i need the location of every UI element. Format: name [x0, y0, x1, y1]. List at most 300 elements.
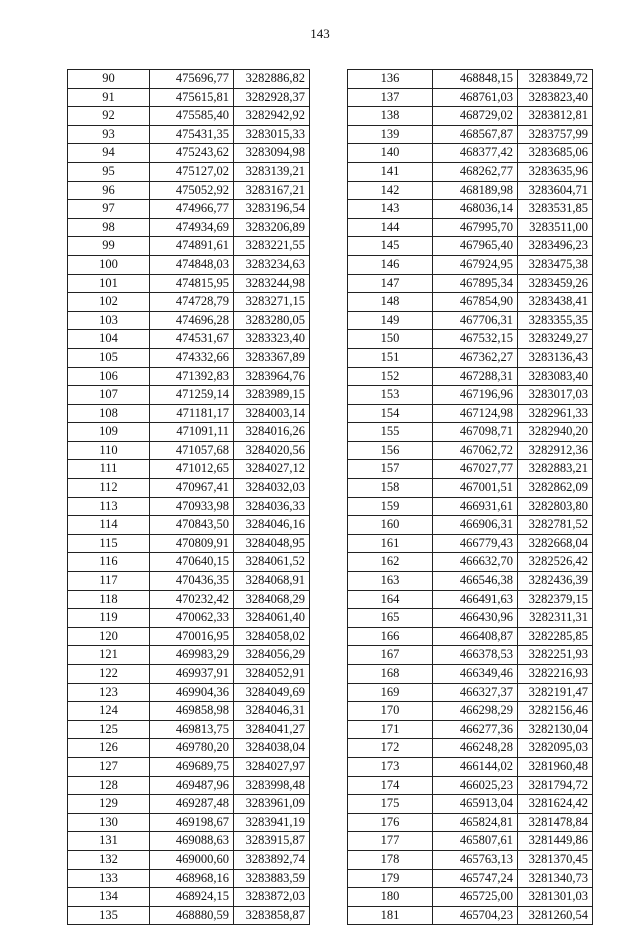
x-coordinate-cell: 465763,13 [433, 850, 518, 869]
point-number-cell: 117 [68, 572, 150, 591]
x-coordinate-cell: 474891,61 [150, 237, 234, 256]
y-coordinate-cell: 3284020,56 [234, 441, 310, 460]
table-row [68, 162, 310, 181]
point-number-cell: 131 [68, 832, 150, 851]
point-number-cell: 160 [348, 516, 433, 535]
x-coordinate-cell: 470640,15 [150, 553, 234, 572]
y-coordinate-cell: 3283017,03 [518, 386, 593, 405]
y-coordinate-cell: 3284032,03 [234, 479, 310, 498]
y-coordinate-cell: 3284068,91 [234, 572, 310, 591]
y-coordinate-cell: 3283858,87 [234, 906, 310, 925]
table-row [348, 627, 593, 646]
y-coordinate-cell: 3282285,85 [518, 627, 593, 646]
x-coordinate-cell: 465807,61 [433, 832, 518, 851]
table-row [348, 888, 593, 907]
y-coordinate-cell: 3283511,00 [518, 218, 593, 237]
point-number-cell: 134 [68, 888, 150, 907]
point-number-cell: 179 [348, 869, 433, 888]
table-row [68, 200, 310, 219]
table-row [348, 553, 593, 572]
table-row [348, 590, 593, 609]
x-coordinate-cell: 467062,72 [433, 441, 518, 460]
x-coordinate-cell: 466408,87 [433, 627, 518, 646]
x-coordinate-cell: 470436,35 [150, 572, 234, 591]
y-coordinate-cell: 3283139,21 [234, 162, 310, 181]
point-number-cell: 172 [348, 739, 433, 758]
x-coordinate-cell: 466144,02 [433, 757, 518, 776]
point-number-cell: 109 [68, 423, 150, 442]
y-coordinate-cell: 3283438,41 [518, 293, 593, 312]
y-coordinate-cell: 3283941,19 [234, 813, 310, 832]
point-number-cell: 167 [348, 646, 433, 665]
point-number-cell: 145 [348, 237, 433, 256]
table-row [348, 869, 593, 888]
y-coordinate-cell: 3281960,48 [518, 757, 593, 776]
x-coordinate-cell: 468924,15 [150, 888, 234, 907]
table-row [68, 330, 310, 349]
x-coordinate-cell: 467924,95 [433, 255, 518, 274]
x-coordinate-cell: 467362,27 [433, 348, 518, 367]
y-coordinate-cell: 3282251,93 [518, 646, 593, 665]
table-row [348, 720, 593, 739]
x-coordinate-cell: 466298,29 [433, 702, 518, 721]
y-coordinate-cell: 3283531,85 [518, 200, 593, 219]
point-number-cell: 130 [68, 813, 150, 832]
point-number-cell: 103 [68, 311, 150, 330]
point-number-cell: 90 [68, 70, 150, 89]
point-number-cell: 132 [68, 850, 150, 869]
table-row [68, 237, 310, 256]
point-number-cell: 149 [348, 311, 433, 330]
point-number-cell: 112 [68, 479, 150, 498]
point-number-cell: 128 [68, 776, 150, 795]
point-number-cell: 180 [348, 888, 433, 907]
y-coordinate-cell: 3284027,12 [234, 460, 310, 479]
y-coordinate-cell: 3283206,89 [234, 218, 310, 237]
y-coordinate-cell: 3283812,81 [518, 107, 593, 126]
y-coordinate-cell: 3284056,29 [234, 646, 310, 665]
table-row [348, 348, 593, 367]
y-coordinate-cell: 3284046,16 [234, 516, 310, 535]
point-number-cell: 96 [68, 181, 150, 200]
point-number-cell: 129 [68, 795, 150, 814]
x-coordinate-cell: 475615,81 [150, 88, 234, 107]
x-coordinate-cell: 468761,03 [433, 88, 518, 107]
point-number-cell: 150 [348, 330, 433, 349]
point-number-cell: 116 [68, 553, 150, 572]
table-row [68, 274, 310, 293]
y-coordinate-cell: 3284046,31 [234, 702, 310, 721]
table-row [348, 386, 593, 405]
table-row [68, 441, 310, 460]
table-row [68, 869, 310, 888]
x-coordinate-cell: 470232,42 [150, 590, 234, 609]
table-row [68, 311, 310, 330]
point-number-cell: 169 [348, 683, 433, 702]
x-coordinate-cell: 471259,14 [150, 386, 234, 405]
point-number-cell: 140 [348, 144, 433, 163]
x-coordinate-cell: 474332,66 [150, 348, 234, 367]
table-row [68, 795, 310, 814]
x-coordinate-cell: 468848,15 [433, 70, 518, 89]
point-number-cell: 141 [348, 162, 433, 181]
x-coordinate-cell: 467098,71 [433, 423, 518, 442]
point-number-cell: 170 [348, 702, 433, 721]
x-coordinate-cell: 466327,37 [433, 683, 518, 702]
table-row [348, 125, 593, 144]
table-row [68, 497, 310, 516]
table-row [68, 218, 310, 237]
table-row [348, 702, 593, 721]
table-row [68, 906, 310, 925]
table-row [348, 739, 593, 758]
y-coordinate-cell: 3283249,27 [518, 330, 593, 349]
y-coordinate-cell: 3281370,45 [518, 850, 593, 869]
y-coordinate-cell: 3284061,52 [234, 553, 310, 572]
y-coordinate-cell: 3283872,03 [234, 888, 310, 907]
table-row [68, 609, 310, 628]
point-number-cell: 113 [68, 497, 150, 516]
table-row [348, 850, 593, 869]
y-coordinate-cell: 3284041,27 [234, 720, 310, 739]
x-coordinate-cell: 466779,43 [433, 534, 518, 553]
y-coordinate-cell: 3283998,48 [234, 776, 310, 795]
y-coordinate-cell: 3282095,03 [518, 739, 593, 758]
x-coordinate-cell: 471181,17 [150, 404, 234, 423]
point-number-cell: 156 [348, 441, 433, 460]
point-number-cell: 157 [348, 460, 433, 479]
point-number-cell: 100 [68, 255, 150, 274]
table-row [348, 479, 593, 498]
y-coordinate-cell: 3283167,21 [234, 181, 310, 200]
point-number-cell: 93 [68, 125, 150, 144]
x-coordinate-cell: 466248,28 [433, 739, 518, 758]
point-number-cell: 164 [348, 590, 433, 609]
y-coordinate-cell: 3283221,55 [234, 237, 310, 256]
x-coordinate-cell: 468729,02 [433, 107, 518, 126]
x-coordinate-cell: 468377,42 [433, 144, 518, 163]
x-coordinate-cell: 469689,75 [150, 757, 234, 776]
x-coordinate-cell: 471392,83 [150, 367, 234, 386]
y-coordinate-cell: 3282311,31 [518, 609, 593, 628]
point-number-cell: 136 [348, 70, 433, 89]
x-coordinate-cell: 468036,14 [433, 200, 518, 219]
x-coordinate-cell: 466025,23 [433, 776, 518, 795]
coordinates-table-right [347, 69, 593, 925]
table-row [68, 702, 310, 721]
x-coordinate-cell: 470016,95 [150, 627, 234, 646]
table-row [68, 479, 310, 498]
x-coordinate-cell: 469983,29 [150, 646, 234, 665]
y-coordinate-cell: 3283883,59 [234, 869, 310, 888]
x-coordinate-cell: 466632,70 [433, 553, 518, 572]
point-number-cell: 175 [348, 795, 433, 814]
x-coordinate-cell: 469904,36 [150, 683, 234, 702]
x-coordinate-cell: 465747,24 [433, 869, 518, 888]
x-coordinate-cell: 469088,63 [150, 832, 234, 851]
y-coordinate-cell: 3283961,09 [234, 795, 310, 814]
y-coordinate-cell: 3284068,29 [234, 590, 310, 609]
x-coordinate-cell: 466277,36 [433, 720, 518, 739]
x-coordinate-cell: 475243,62 [150, 144, 234, 163]
table-row [348, 293, 593, 312]
point-number-cell: 165 [348, 609, 433, 628]
y-coordinate-cell: 3282961,33 [518, 404, 593, 423]
y-coordinate-cell: 3283496,23 [518, 237, 593, 256]
point-number-cell: 92 [68, 107, 150, 126]
point-number-cell: 114 [68, 516, 150, 535]
x-coordinate-cell: 466546,38 [433, 572, 518, 591]
y-coordinate-cell: 3283083,40 [518, 367, 593, 386]
table-row [348, 88, 593, 107]
point-number-cell: 144 [348, 218, 433, 237]
y-coordinate-cell: 3282942,92 [234, 107, 310, 126]
table-row [348, 832, 593, 851]
table-row [348, 906, 593, 925]
point-number-cell: 106 [68, 367, 150, 386]
y-coordinate-cell: 3282883,21 [518, 460, 593, 479]
point-number-cell: 171 [348, 720, 433, 739]
y-coordinate-cell: 3282886,82 [234, 70, 310, 89]
x-coordinate-cell: 467995,70 [433, 218, 518, 237]
x-coordinate-cell: 474531,67 [150, 330, 234, 349]
y-coordinate-cell: 3283244,98 [234, 274, 310, 293]
x-coordinate-cell: 474696,28 [150, 311, 234, 330]
table-row [348, 255, 593, 274]
table-row [348, 534, 593, 553]
point-number-cell: 151 [348, 348, 433, 367]
y-coordinate-cell: 3283323,40 [234, 330, 310, 349]
x-coordinate-cell: 468968,16 [150, 869, 234, 888]
point-number-cell: 154 [348, 404, 433, 423]
point-number-cell: 120 [68, 627, 150, 646]
x-coordinate-cell: 474848,03 [150, 255, 234, 274]
y-coordinate-cell: 3282803,80 [518, 497, 593, 516]
x-coordinate-cell: 475696,77 [150, 70, 234, 89]
x-coordinate-cell: 469780,20 [150, 739, 234, 758]
point-number-cell: 176 [348, 813, 433, 832]
table-row [68, 70, 310, 89]
point-number-cell: 110 [68, 441, 150, 460]
table-row [348, 646, 593, 665]
x-coordinate-cell: 465913,04 [433, 795, 518, 814]
table-row [68, 534, 310, 553]
y-coordinate-cell: 3282436,39 [518, 572, 593, 591]
point-number-cell: 133 [68, 869, 150, 888]
x-coordinate-cell: 467027,77 [433, 460, 518, 479]
x-coordinate-cell: 469000,60 [150, 850, 234, 869]
y-coordinate-cell: 3283234,63 [234, 255, 310, 274]
point-number-cell: 168 [348, 665, 433, 684]
x-coordinate-cell: 468880,59 [150, 906, 234, 925]
point-number-cell: 138 [348, 107, 433, 126]
point-number-cell: 161 [348, 534, 433, 553]
table-row [348, 311, 593, 330]
point-number-cell: 125 [68, 720, 150, 739]
table-row [68, 888, 310, 907]
y-coordinate-cell: 3282379,15 [518, 590, 593, 609]
table-row [68, 850, 310, 869]
table-row [348, 609, 593, 628]
point-number-cell: 94 [68, 144, 150, 163]
x-coordinate-cell: 469813,75 [150, 720, 234, 739]
table-row [68, 348, 310, 367]
y-coordinate-cell: 3281260,54 [518, 906, 593, 925]
x-coordinate-cell: 466378,53 [433, 646, 518, 665]
y-coordinate-cell: 3281340,73 [518, 869, 593, 888]
y-coordinate-cell: 3284049,69 [234, 683, 310, 702]
x-coordinate-cell: 465704,23 [433, 906, 518, 925]
table-row [348, 218, 593, 237]
y-coordinate-cell: 3284016,26 [234, 423, 310, 442]
table-row [348, 776, 593, 795]
point-number-cell: 101 [68, 274, 150, 293]
y-coordinate-cell: 3281794,72 [518, 776, 593, 795]
point-number-cell: 174 [348, 776, 433, 795]
x-coordinate-cell: 467854,90 [433, 293, 518, 312]
table-row [348, 441, 593, 460]
y-coordinate-cell: 3283015,33 [234, 125, 310, 144]
point-number-cell: 153 [348, 386, 433, 405]
point-number-cell: 137 [348, 88, 433, 107]
table-row [68, 553, 310, 572]
y-coordinate-cell: 3283136,43 [518, 348, 593, 367]
x-coordinate-cell: 470933,98 [150, 497, 234, 516]
x-coordinate-cell: 475052,92 [150, 181, 234, 200]
y-coordinate-cell: 3283196,54 [234, 200, 310, 219]
x-coordinate-cell: 471057,68 [150, 441, 234, 460]
table-row [68, 144, 310, 163]
point-number-cell: 108 [68, 404, 150, 423]
point-number-cell: 111 [68, 460, 150, 479]
y-coordinate-cell: 3282130,04 [518, 720, 593, 739]
y-coordinate-cell: 3281624,42 [518, 795, 593, 814]
point-number-cell: 119 [68, 609, 150, 628]
table-row [348, 795, 593, 814]
x-coordinate-cell: 466491,63 [433, 590, 518, 609]
table-row [68, 107, 310, 126]
y-coordinate-cell: 3282940,20 [518, 423, 593, 442]
point-number-cell: 118 [68, 590, 150, 609]
x-coordinate-cell: 467965,40 [433, 237, 518, 256]
y-coordinate-cell: 3282912,36 [518, 441, 593, 460]
y-coordinate-cell: 3283367,89 [234, 348, 310, 367]
table-row [348, 757, 593, 776]
table-row [68, 739, 310, 758]
point-number-cell: 155 [348, 423, 433, 442]
x-coordinate-cell: 474815,95 [150, 274, 234, 293]
table-row [68, 665, 310, 684]
table-row [68, 590, 310, 609]
y-coordinate-cell: 3284048,95 [234, 534, 310, 553]
y-coordinate-cell: 3283685,06 [518, 144, 593, 163]
table-row [348, 70, 593, 89]
y-coordinate-cell: 3283989,15 [234, 386, 310, 405]
table-row [348, 423, 593, 442]
y-coordinate-cell: 3283475,38 [518, 255, 593, 274]
coordinates-table-left [67, 69, 310, 925]
y-coordinate-cell: 3282781,52 [518, 516, 593, 535]
point-number-cell: 124 [68, 702, 150, 721]
point-number-cell: 107 [68, 386, 150, 405]
point-number-cell: 139 [348, 125, 433, 144]
x-coordinate-cell: 469198,67 [150, 813, 234, 832]
y-coordinate-cell: 3283915,87 [234, 832, 310, 851]
table-row [68, 832, 310, 851]
table-row [68, 757, 310, 776]
table-row [348, 330, 593, 349]
x-coordinate-cell: 466430,96 [433, 609, 518, 628]
y-coordinate-cell: 3282526,42 [518, 553, 593, 572]
y-coordinate-cell: 3284003,14 [234, 404, 310, 423]
table-row [348, 572, 593, 591]
x-coordinate-cell: 475127,02 [150, 162, 234, 181]
y-coordinate-cell: 3284027,97 [234, 757, 310, 776]
point-number-cell: 178 [348, 850, 433, 869]
point-number-cell: 104 [68, 330, 150, 349]
point-number-cell: 122 [68, 665, 150, 684]
x-coordinate-cell: 474728,79 [150, 293, 234, 312]
x-coordinate-cell: 469287,48 [150, 795, 234, 814]
y-coordinate-cell: 3281301,03 [518, 888, 593, 907]
table-row [68, 181, 310, 200]
x-coordinate-cell: 467532,15 [433, 330, 518, 349]
y-coordinate-cell: 3283635,96 [518, 162, 593, 181]
y-coordinate-cell: 3283892,74 [234, 850, 310, 869]
point-number-cell: 143 [348, 200, 433, 219]
point-number-cell: 102 [68, 293, 150, 312]
y-coordinate-cell: 3284036,33 [234, 497, 310, 516]
point-number-cell: 127 [68, 757, 150, 776]
table-row [348, 460, 593, 479]
table-row [68, 367, 310, 386]
point-number-cell: 173 [348, 757, 433, 776]
table-row [68, 404, 310, 423]
y-coordinate-cell: 3283849,72 [518, 70, 593, 89]
x-coordinate-cell: 470967,41 [150, 479, 234, 498]
y-coordinate-cell: 3283757,99 [518, 125, 593, 144]
y-coordinate-cell: 3283459,26 [518, 274, 593, 293]
point-number-cell: 148 [348, 293, 433, 312]
y-coordinate-cell: 3283094,98 [234, 144, 310, 163]
point-number-cell: 158 [348, 479, 433, 498]
table-row [348, 162, 593, 181]
table-row [68, 646, 310, 665]
table-row [348, 665, 593, 684]
x-coordinate-cell: 467895,34 [433, 274, 518, 293]
point-number-cell: 181 [348, 906, 433, 925]
y-coordinate-cell: 3284052,91 [234, 665, 310, 684]
table-row [68, 255, 310, 274]
table-row [68, 460, 310, 479]
y-coordinate-cell: 3283823,40 [518, 88, 593, 107]
x-coordinate-cell: 470843,50 [150, 516, 234, 535]
point-number-cell: 146 [348, 255, 433, 274]
table-row [348, 367, 593, 386]
x-coordinate-cell: 467124,98 [433, 404, 518, 423]
y-coordinate-cell: 3283604,71 [518, 181, 593, 200]
x-coordinate-cell: 465725,00 [433, 888, 518, 907]
point-number-cell: 162 [348, 553, 433, 572]
x-coordinate-cell: 466931,61 [433, 497, 518, 516]
point-number-cell: 147 [348, 274, 433, 293]
table-row [68, 516, 310, 535]
x-coordinate-cell: 469858,98 [150, 702, 234, 721]
point-number-cell: 177 [348, 832, 433, 851]
point-number-cell: 105 [68, 348, 150, 367]
table-row [68, 293, 310, 312]
x-coordinate-cell: 471012,65 [150, 460, 234, 479]
